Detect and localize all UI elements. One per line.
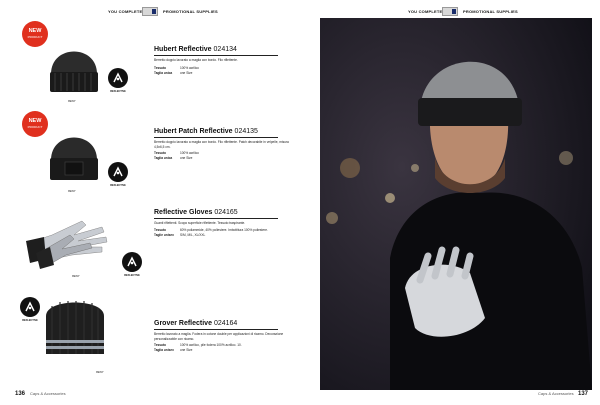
title-rule xyxy=(154,329,278,330)
reflective-icon xyxy=(108,68,128,88)
spec-row: Tessuto 100% acrilico xyxy=(154,66,199,70)
product-title: Hubert Reflective 024134 xyxy=(154,46,237,53)
spec-row: Tessuto 100% acrilico xyxy=(154,151,199,155)
model-lifestyle-photo xyxy=(320,18,592,390)
page-number: 137 xyxy=(578,391,589,397)
color-code: 99/97 xyxy=(68,99,76,103)
hubert-reflective-beanie-image xyxy=(45,32,103,94)
product-title: Reflective Gloves 024165 xyxy=(154,209,238,216)
reflective-icon xyxy=(122,252,142,272)
section-name: Caps & Accessories xyxy=(538,391,574,396)
product-title: Grover Reflective 024164 xyxy=(154,320,238,327)
brand-tagline: YOU COMPLETE xyxy=(408,9,443,14)
reflective-gloves-image xyxy=(22,213,122,271)
page-header-left xyxy=(0,7,300,17)
reflective-icon xyxy=(20,297,40,317)
spec-row: Taglia unisex one Size xyxy=(154,348,193,352)
product-title: Hubert Patch Reflective 024135 xyxy=(154,128,258,135)
hubert-patch-beanie-image xyxy=(45,120,103,184)
reflective-icon-label: REFLECTIVE xyxy=(110,184,126,187)
color-code: 99/97 xyxy=(72,274,80,278)
product-description: Guanti riflettenti. Scopo superficie riflettente. Tessuto traspirante. xyxy=(154,221,246,225)
section-name: Caps & Accessories xyxy=(30,391,66,396)
new-product-badge: NEW PRODUCT xyxy=(22,111,48,137)
new-product-badge: NEW PRODUCT xyxy=(22,21,48,47)
title-rule xyxy=(154,218,278,219)
spec-row: Tessuto 100% acrilico, pile fodera 100% acrilico. 10. xyxy=(154,343,242,347)
spec-row: Tessuto 60% poliammide, 40% poliestere. Imbottitura 100% poliestere. xyxy=(154,228,268,232)
reflective-icon xyxy=(108,162,128,182)
color-code: 99/97 xyxy=(68,189,76,193)
reflective-icon-label: REFLECTIVE xyxy=(124,274,140,277)
page-header-right xyxy=(300,7,600,17)
title-rule xyxy=(154,55,278,56)
grover-reflective-beanie-image xyxy=(40,296,110,366)
title-rule xyxy=(154,137,278,138)
clique-logo xyxy=(142,7,158,16)
spec-row: Taglia unica one Size xyxy=(154,71,193,75)
spec-row: Taglie unisex S/M, M/L, XL/XXL xyxy=(154,233,206,237)
product-description: Berretto lavorato a maglia. Fodera in cotone double per applicazioni di ricamo. Decorazione personalizzabile con ricamo. xyxy=(154,332,284,341)
page-number: 136 xyxy=(15,391,26,397)
product-description: Berretto doppio lavorato a maglia con bordo. Filo riflettente. Patch decorabile in velpelle, misura 4,5x6,5 cm. xyxy=(154,140,289,149)
brand-subtitle: PROMOTIONAL SUPPLIES xyxy=(463,9,518,14)
reflective-icon-label: REFLECTIVE xyxy=(110,90,126,93)
spec-row: Taglia unica one Size xyxy=(154,156,193,160)
brand-tagline: YOU COMPLETE xyxy=(108,9,143,14)
brand-subtitle: PROMOTIONAL SUPPLIES xyxy=(163,9,218,14)
product-description: Berretto doppio lavorato a maglia con bordo. Filo riflettente. xyxy=(154,58,238,62)
color-code: 99/97 xyxy=(96,370,104,374)
reflective-icon-label: REFLECTIVE xyxy=(22,319,38,322)
clique-logo xyxy=(442,7,458,16)
